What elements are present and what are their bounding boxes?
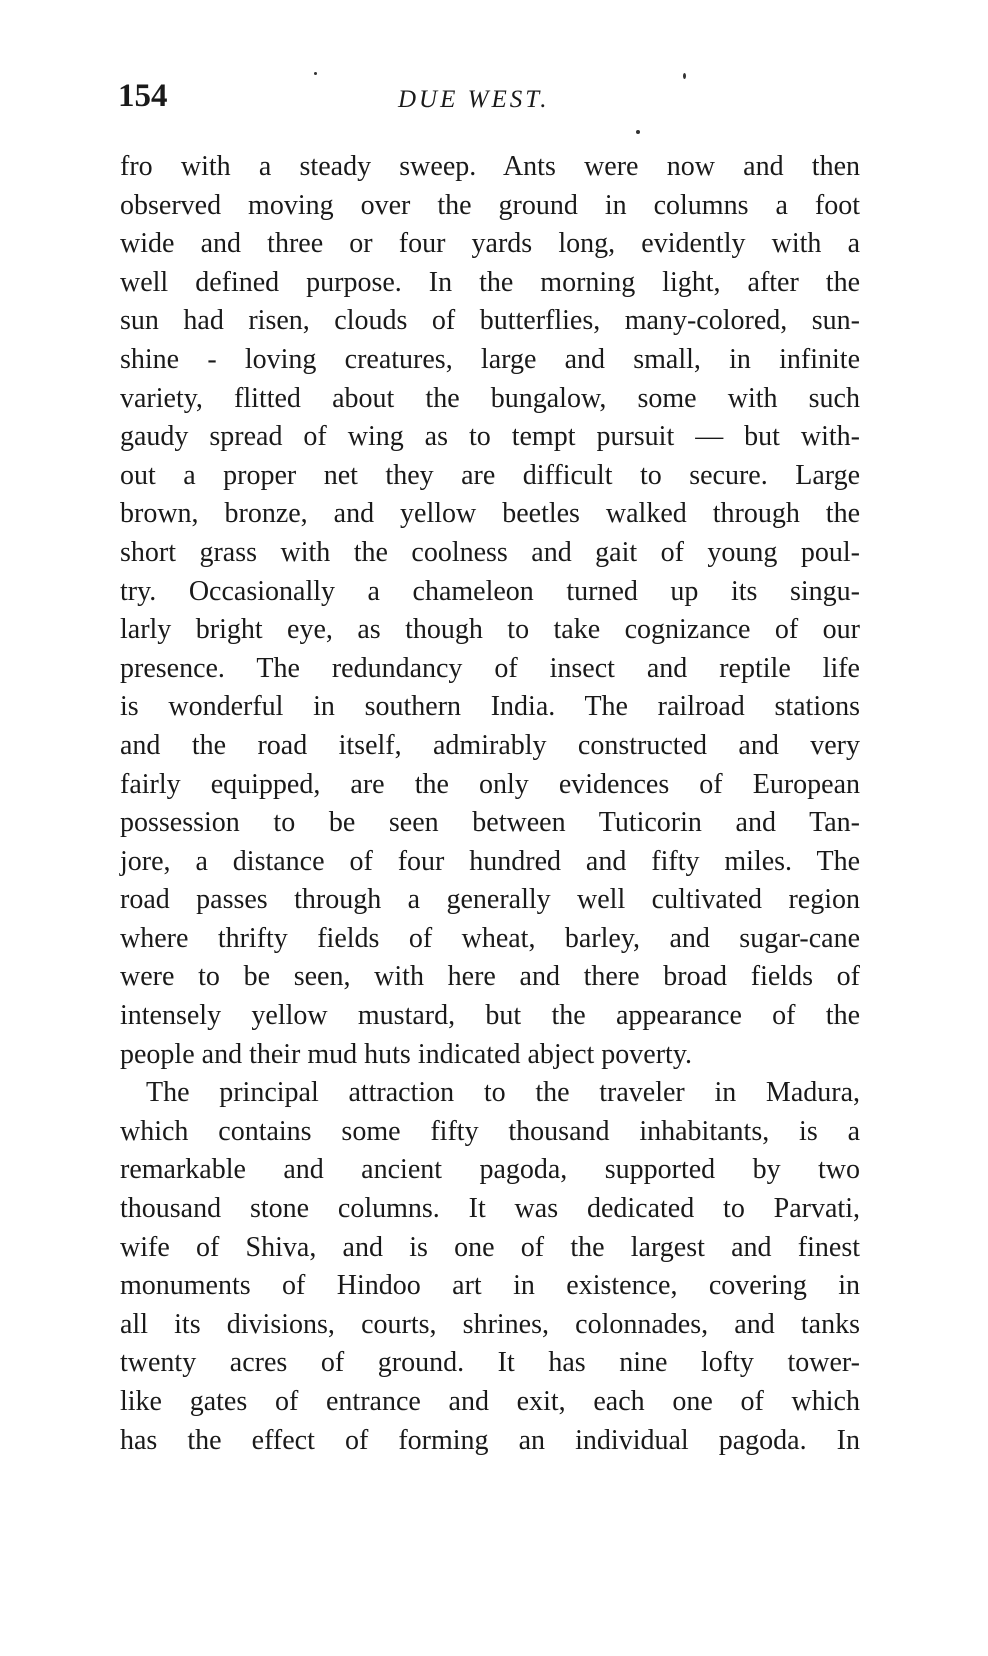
page-header <box>118 78 868 128</box>
text-line: and the road itself, admirably constructed and very <box>120 729 860 761</box>
text-line: The principal attraction to the traveler in Madura, <box>146 1077 860 1109</box>
text-line: fairly equipped, are the only evidences of European <box>120 768 860 800</box>
text-line: shine - loving creatures, large and small, in infinite <box>120 343 860 375</box>
text-line: road passes through a generally well cultivated region <box>120 884 860 916</box>
text-line: larly bright eye, as though to take cognizance of our <box>120 614 860 646</box>
body-text <box>120 148 860 1460</box>
text-line: wide and three or four yards long, evidently with a <box>120 228 860 260</box>
text-line: sun had risen, clouds of butterflies, many-colored, sun- <box>120 305 860 337</box>
text-line: jore, a distance of four hundred and fifty miles. The <box>120 845 860 877</box>
text-line: monuments of Hindoo art in existence, covering in <box>120 1270 860 1302</box>
text-line: twenty acres of ground. It has nine lofty tower- <box>120 1347 860 1379</box>
text-line: people and their mud huts indicated abject poverty. <box>120 1038 693 1070</box>
text-line: well defined purpose. In the morning light, after the <box>120 266 860 298</box>
text-line: gaudy spread of wing as to tempt pursuit — but with- <box>120 421 860 453</box>
running-title: DUE WEST. <box>398 86 550 113</box>
print-speck <box>314 72 317 75</box>
text-line: remarkable and ancient pagoda, supported by two <box>120 1154 860 1186</box>
text-line: possession to be seen between Tuticorin and Tan- <box>120 807 860 839</box>
text-line: fro with a steady sweep. Ants were now and then <box>120 151 860 182</box>
text-line: where thrifty fields of wheat, barley, and sugar-cane <box>120 922 860 954</box>
text-line: all its divisions, courts, shrines, colonnades, and tanks <box>120 1308 860 1340</box>
text-line: were to be seen, with here and there broad fields of <box>120 961 860 993</box>
text-line: which contains some fifty thousand inhabitants, is a <box>120 1115 860 1147</box>
text-line: thousand stone columns. It was dedicated to Parvati, <box>120 1193 860 1225</box>
text-line: intensely yellow mustard, but the appearance of the <box>120 1000 860 1032</box>
text-line: out a proper net they are difficult to secure. Large <box>120 459 860 491</box>
text-line: try. Occasionally a chameleon turned up its singu- <box>120 575 860 607</box>
text-line: presence. The redundancy of insect and reptile life <box>120 652 860 684</box>
text-line: short grass with the coolness and gait of young poul- <box>120 536 860 568</box>
text-line: like gates of entrance and exit, each one of which <box>120 1386 860 1417</box>
text-line: brown, bronze, and yellow beetles walked through the <box>120 498 860 530</box>
text-line: wife of Shiva, and is one of the largest and finest <box>120 1231 860 1263</box>
text-line: variety, flitted about the bungalow, some with such <box>120 382 860 414</box>
page-number: 154 <box>118 78 168 114</box>
print-speck <box>636 130 640 134</box>
text-line: observed moving over the ground in columns a foot <box>120 189 860 221</box>
text-line: is wonderful in southern India. The railroad stations <box>120 691 860 723</box>
text-line: has the effect of forming an individual pagoda. In <box>120 1424 860 1456</box>
